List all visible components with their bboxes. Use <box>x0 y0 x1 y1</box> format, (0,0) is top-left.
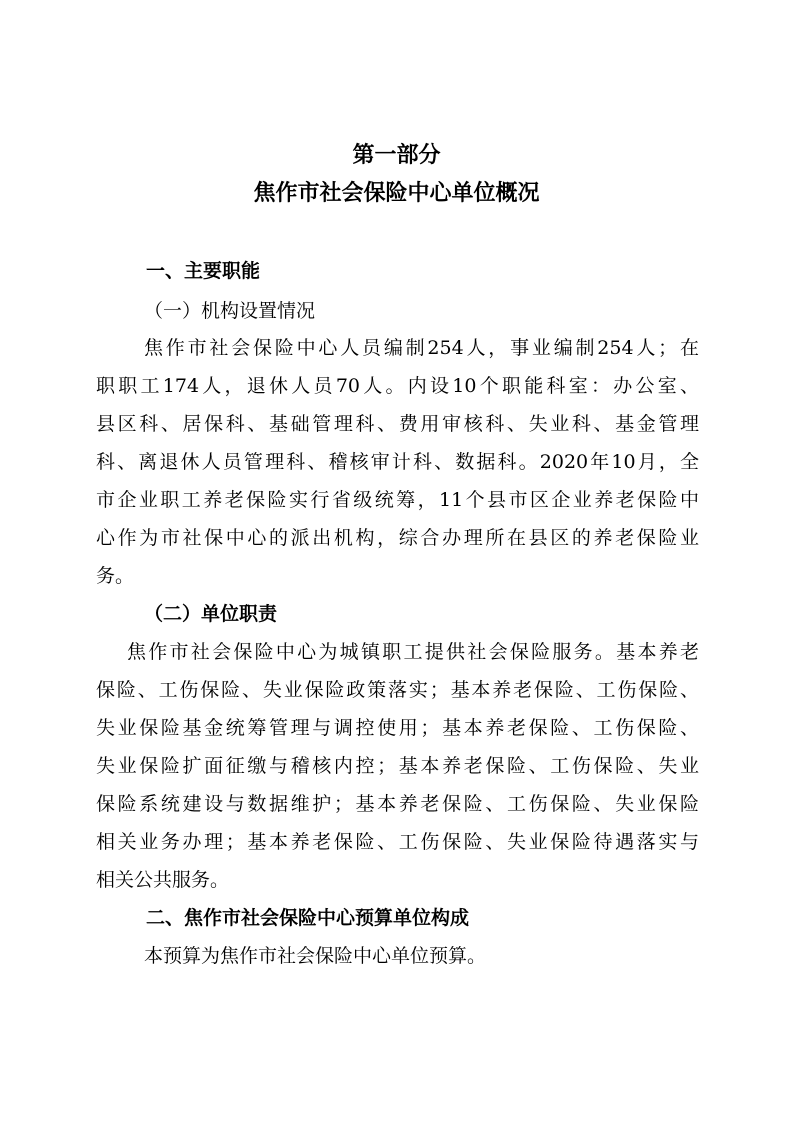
section1-heading: 一、主要职能 <box>146 260 261 282</box>
section1-sub1-heading: （一）机构设置情况 <box>144 300 316 322</box>
paragraph-line: 焦作市社会保险中心为城镇职工提供社会保险服务。基本养老 <box>127 641 699 663</box>
paragraph-line: 相关公共服务。 <box>96 869 230 891</box>
paragraph-line: 县区科、居保科、基础管理科、费用审核科、失业科、基金管理 <box>96 413 699 435</box>
document-unit-title: 焦作市社会保险中心单位概况 <box>253 181 540 206</box>
paragraph-line: 心作为市社保中心的派出机构，综合办理所在县区的养老保险业 <box>96 527 699 549</box>
paragraph-line: 务。 <box>96 565 135 587</box>
paragraph-line: 本预算为焦作市社会保险中心单位预算。 <box>144 945 487 967</box>
paragraph-line: 相关业务办理；基本养老保险、工伤保险、失业保险待遇落实与 <box>96 831 699 853</box>
paragraph-line: 失业保险扩面征缴与稽核内控；基本养老保险、工伤保险、失业 <box>96 755 699 777</box>
section2-heading: 二、焦作市社会保险中心预算单位构成 <box>146 907 470 929</box>
paragraph-line: 科、离退休人员管理科、稽核审计科、数据科。2020年10月，全 <box>96 451 699 473</box>
paragraph-line: 失业保险基金统筹管理与调控使用；基本养老保险、工伤保险、 <box>96 717 699 739</box>
paragraph-line: 焦作市社会保险中心人员编制254人，事业编制254人；在 <box>144 337 699 359</box>
paragraph-line: 保险、工伤保险、失业保险政策落实；基本养老保险、工伤保险、 <box>96 679 699 701</box>
section1-sub2-heading: （二）单位职责 <box>144 603 278 625</box>
paragraph-line: 职职工174人，退休人员70人。内设10个职能科室：办公室、 <box>96 375 699 397</box>
paragraph-line: 市企业职工养老保险实行省级统筹，11个县市区企业养老保险中 <box>96 489 699 511</box>
document-part-title: 第一部分 <box>352 143 441 168</box>
paragraph-line: 保险系统建设与数据维护；基本养老保险、工伤保险、失业保险 <box>96 793 699 815</box>
